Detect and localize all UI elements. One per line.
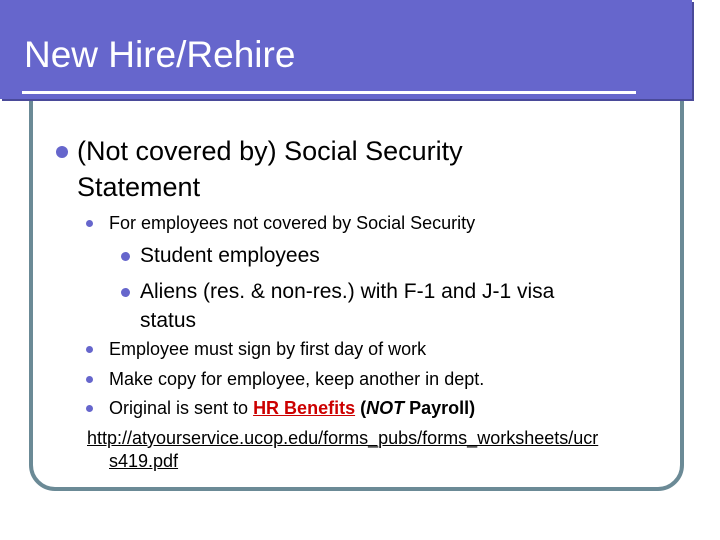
- main-bullet-line2: Statement: [77, 172, 201, 202]
- bullet-icon: [121, 288, 130, 297]
- bullet-copy: Make copy for employee, keep another in dept.: [109, 369, 485, 389]
- slide-title: New Hire/Rehire: [24, 34, 296, 75]
- bullet-icon: [86, 376, 93, 383]
- sub-sub-bullet-2-line1: Aliens (res. & non-res.) with F-1 and J-1 visa: [140, 280, 555, 303]
- main-bullet-line1: (Not covered by) Social Security: [77, 136, 463, 166]
- form-url-link-line2[interactable]: s419.pdf: [109, 451, 179, 471]
- original-prefix: Original is sent to: [109, 398, 254, 418]
- sub-sub-bullet-1: Student employees: [140, 244, 320, 267]
- sub-sub-bullet-2-line2: status: [140, 309, 197, 332]
- bullet-icon: [56, 146, 68, 158]
- bullet-icon: [86, 346, 93, 353]
- bullet-original: [109, 398, 475, 419]
- payroll-text: Payroll): [404, 398, 476, 418]
- bullet-icon: [86, 220, 93, 227]
- not-text: NOT: [366, 398, 405, 418]
- form-url-link-line1[interactable]: http://atyourservice.ucop.edu/forms_pubs/forms_worksheets/ucr: [87, 428, 599, 448]
- open-paren: (: [355, 398, 367, 418]
- sub-bullet: For employees not covered by Social Security: [109, 213, 476, 233]
- bullet-icon: [86, 405, 93, 412]
- bullet-sign: Employee must sign by first day of work: [109, 339, 427, 359]
- bullet-icon: [121, 252, 130, 261]
- hr-benefits-link[interactable]: HR Benefits: [253, 398, 356, 418]
